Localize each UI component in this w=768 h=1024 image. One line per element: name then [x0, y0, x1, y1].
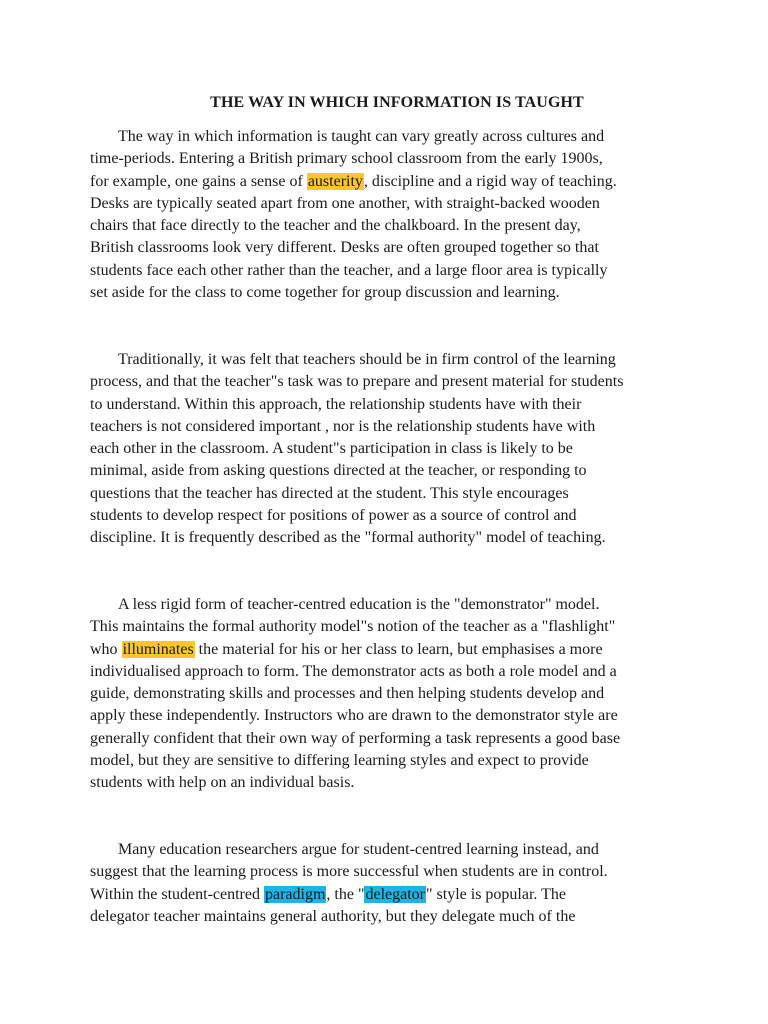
paragraph-line: Traditionally, it was felt that teachers should be in firm control of the learning [118, 351, 616, 368]
paragraph-2 [90, 349, 690, 550]
paragraph-line: individualised approach to form. The demonstrator acts as both a role model and a [90, 662, 617, 680]
paragraph-line: The way in which information is taught can vary greatly across cultures and [118, 128, 605, 145]
paragraph-line: each other in the classroom. A student"s participation in class is likely to be [90, 440, 573, 458]
paragraph-line: A less rigid form of teacher-centred education is the "demonstrator" model. [118, 596, 600, 613]
paragraph-line: Desks are typically seated apart from one another, with straight-backed wooden [90, 194, 600, 212]
text-segment: for example, one gains a sense of [90, 172, 307, 190]
paragraph-line: generally confident that their own way of performing a task represents a good base [90, 729, 621, 747]
paragraph-line: Many education researchers argue for student-centred learning instead, and [118, 841, 599, 858]
paragraph-line: suggest that the learning process is more successful when students are in control. [90, 863, 608, 881]
highlighted-word-paradigm: paradigm [264, 885, 326, 903]
paragraph-line: discipline. It is frequently described as the "formal authority" model of teaching. [90, 529, 606, 547]
text-segment: who [90, 640, 122, 658]
paragraph-line: This maintains the formal authority model"s notion of the teacher as a "flashlight" [90, 618, 616, 636]
paragraph-3 [90, 594, 690, 795]
highlighted-word-illuminates: illuminates [122, 640, 194, 658]
paragraph-line: set aside for the class to come together for group discussion and learning. [90, 284, 560, 302]
paragraph-line [90, 639, 690, 661]
paragraph-1 [90, 126, 690, 304]
paragraph-line: teachers is not considered important , nor is the relationship students have with [90, 417, 596, 435]
paragraph-line: questions that the teacher has directed at the student. This style encourages [90, 484, 569, 502]
paragraph-4 [90, 839, 690, 928]
text-segment: , discipline and a rigid way of teaching. [363, 172, 617, 190]
paragraph-line [90, 171, 690, 193]
paragraph-line: guide, demonstrating skills and processes and then helping students develop and [90, 685, 605, 703]
paragraph-line: students with help on an individual basis. [90, 774, 355, 792]
paragraph-line: chairs that face directly to the teacher and the chalkboard. In the present day, [90, 217, 581, 235]
paragraph-line: minimal, aside from asking questions directed at the teacher, or responding to [90, 462, 587, 480]
highlighted-word-austerity: austerity [307, 172, 363, 190]
text-segment: the material for his or her class to learn, but emphasises a more [194, 640, 603, 658]
document-title: THE WAY IN WHICH INFORMATION IS TAUGHT [210, 94, 584, 111]
highlighted-word-delegator: delegator [365, 885, 425, 903]
paragraph-line: time-periods. Entering a British primary school classroom from the early 1900s, [90, 150, 603, 168]
text-segment: , the " [326, 885, 365, 903]
paragraph-line: process, and that the teacher"s task was to prepare and present material for students [90, 373, 624, 391]
text-segment: " style is popular. The [426, 885, 566, 903]
paragraph-line [90, 884, 690, 906]
paragraph-line: apply these independently. Instructors who are drawn to the demonstrator style are [90, 707, 618, 725]
text-segment: Within the student-centred [90, 885, 264, 903]
paragraph-line: students to develop respect for positions of power as a source of control and [90, 507, 577, 525]
paragraph-line: model, but they are sensitive to differing learning styles and expect to provide [90, 752, 589, 770]
paragraph-line: students face each other rather than the teacher, and a large floor area is typically [90, 261, 608, 279]
paragraph-line: British classrooms look very different. Desks are often grouped together so that [90, 239, 599, 257]
paragraph-line: to understand. Within this approach, the relationship students have with their [90, 395, 582, 413]
paragraph-line: delegator teacher maintains general authority, but they delegate much of the [90, 907, 576, 925]
